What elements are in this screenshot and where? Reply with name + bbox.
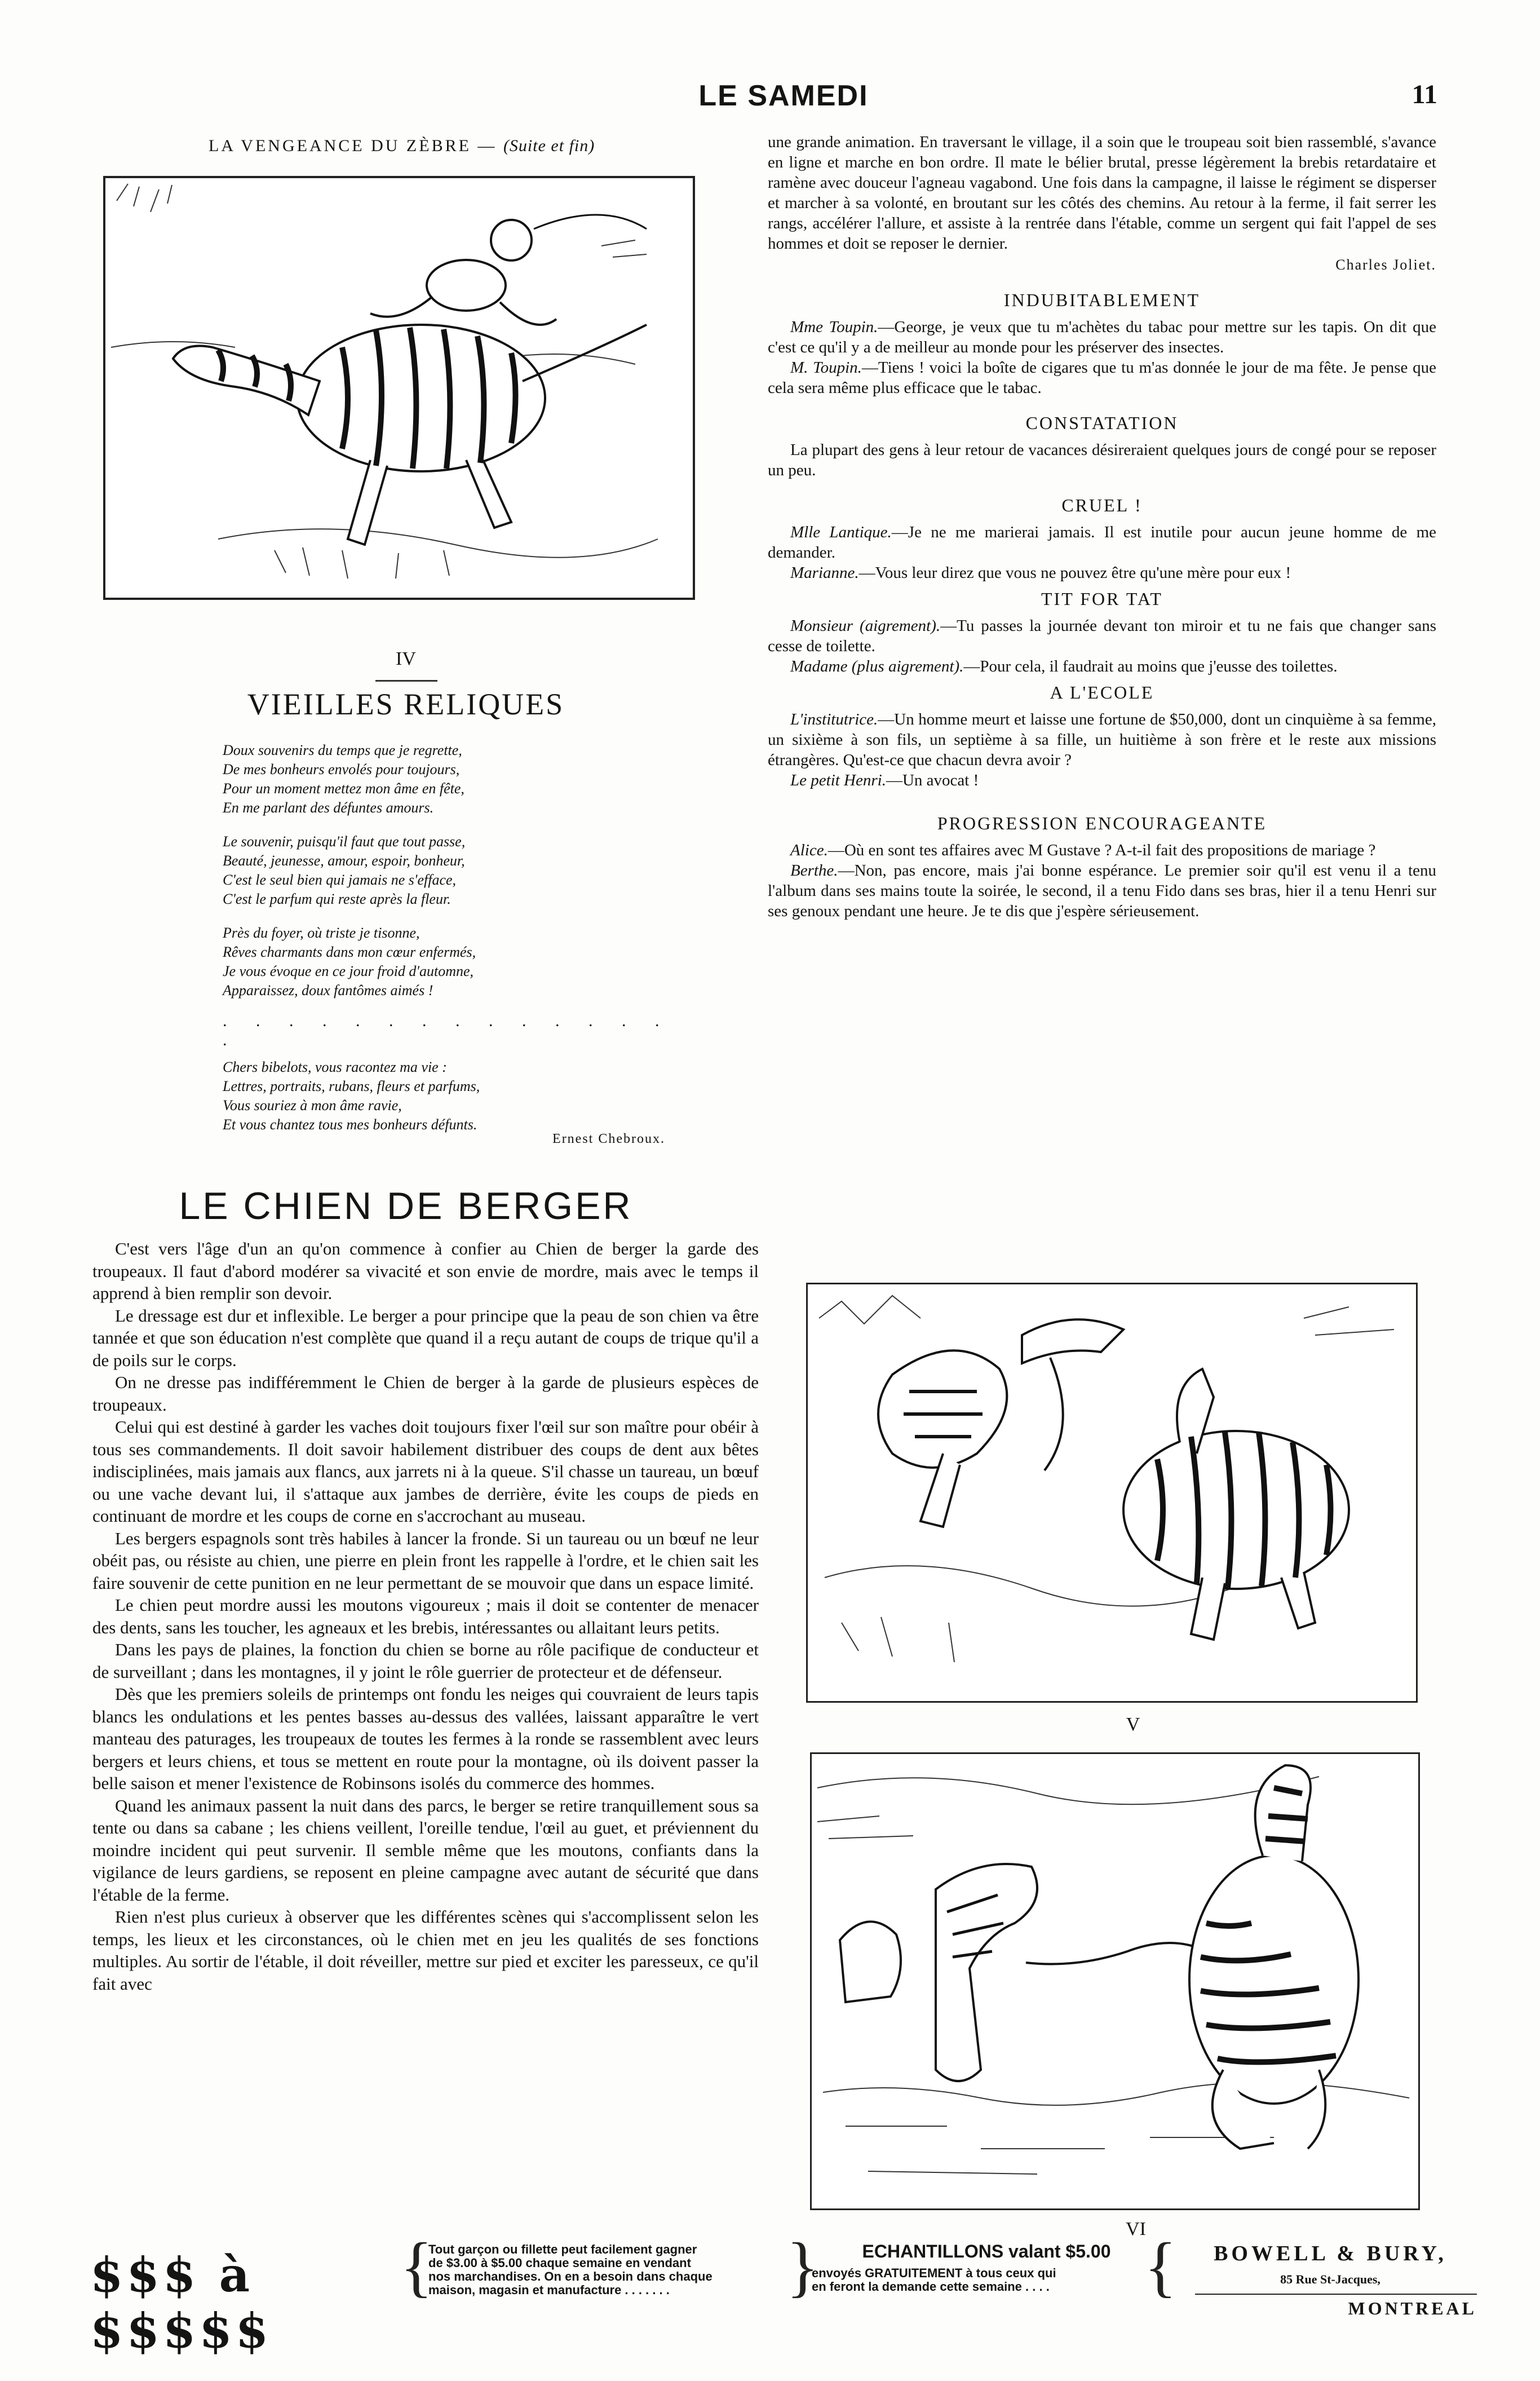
newspaper-title: LE SAMEDI xyxy=(698,79,869,112)
article-paragraph: Le dressage est dur et inflexible. Le berger a pour principe que la peau de son chien va être tannée et que son éducation n'est complète que quand il a reçu autant de coups de trique qu'il a de poils sur le corps. xyxy=(92,1305,759,1370)
article-paragraph: Les bergers espagnols sont très habiles à lancer la fronde. Si un taureau ou un bœuf ne leur obéit pas, ou résiste au chien, une pierre en plein front les rappelle à l'ordre, et le chien sait les faire souvenir de cette punition en ne leur permettant de se mouvoir que dans un espace limité. xyxy=(92,1528,759,1593)
dialogue-line: Le petit Henri.—Un avocat ! xyxy=(790,771,979,789)
article-title: LE CHIEN DE BERGER xyxy=(179,1185,633,1227)
article-paragraph: Dès que les premiers soleils de printemps ont fondu les neiges qui couvraient de leurs tapis blancs les ondulations et les pentes basses au-dessus des vallées, laissant apparaître le vert manteau des paturages, les troupeaux de toutes les fermes à la ronde se rassemblent avec leurs bergers et leurs chiens, et tous se mettent en route pour la montagne, où ils doivent passer la belle saison et mener l'existence de Robinsons isolés du commerce des hommes. xyxy=(92,1684,759,1793)
ad-company-address: 85 Rue St-Jacques, xyxy=(1280,2272,1380,2286)
section-title-a-lecole: A L'ECOLE xyxy=(1050,682,1154,703)
section-title-indubitablement: INDUBITABLEMENT xyxy=(1003,290,1201,310)
poem-title: VIEILLES RELIQUES xyxy=(247,687,565,721)
article-paragraph: Dans les pays de plaines, la fonction du chien se borne au rôle pacifique de conducteur et de surveillant ; dans les montagnes, il y joint le rôle guerrier de protecteur et de défenseur. xyxy=(92,1640,759,1682)
ad-brace-right-2: { xyxy=(1144,2229,1177,2304)
ad-brace-left: { xyxy=(400,2229,433,2304)
dialogue-line: Mme Toupin.—George, je veux que tu m'achètes du tabac pour mettre sur les tapis. On dit que c'est ce qu'il y a de meilleur au monde pour les préserver des insectes. xyxy=(768,318,1436,356)
page-number: 11 xyxy=(1411,79,1437,109)
comic-caption-title: LA VENGEANCE DU ZÈBRE — xyxy=(209,136,503,155)
constatation-text: La plupart des gens à leur retour de vacances désireraient quelques jours de congé pour se reposer un peu. xyxy=(768,441,1436,479)
ad-company-city: MONTREAL xyxy=(1195,2294,1477,2319)
poem-stanza: Le souvenir, puisqu'il faut que tout passe, Beauté, jeunesse, amour, espoir, bonheur, C'est le seul bien qui jamais ne s'efface, C'est le parfum qui reste après la fleur. xyxy=(223,833,466,907)
dialogue-line: Monsieur (aigrement).—Tu passes la journée devant ton miroir et tu ne fais que changer sans cesse de toilette. xyxy=(768,617,1436,655)
article-paragraph: On ne dresse pas indifféremment le Chien de berger à la garde de plusieurs espèces de troupeaux. xyxy=(92,1372,759,1415)
poem-stanza: Doux souvenirs du temps que je regrette, De mes bonheurs envolés pour toujours, Pour un moment mettez mon âme en fête, En me parlant des défuntes amours. xyxy=(223,742,464,816)
poem-body xyxy=(223,741,685,1149)
dialogue-line: Madame (plus aigrement).—Pour cela, il faudrait au moins que j'eusse des toilettes. xyxy=(790,657,1338,675)
article-paragraph: Quand les animaux passent la nuit dans des parcs, le berger se retire tranquillement sous sa tente ou dans sa cabane ; les chiens veillent, l'oreille tendue, l'œil au guet, et préviennent du moindre incident qui peut survenir. Il semble même que les moutons, confiants dans la vigilance de leurs gardiens, se reposent en pleine campagne avec autant de sécurité que dans l'étable de la ferme. xyxy=(92,1795,759,1905)
zebra-crocodile-handshake-illustration xyxy=(812,1754,1418,2208)
comic-panel-iv xyxy=(103,176,695,600)
section-title-tit-for-tat: TIT FOR TAT xyxy=(1041,589,1163,609)
article-body xyxy=(92,1238,759,1995)
section-title-constatation: CONSTATATION xyxy=(1025,413,1179,433)
ad-company-name: BOWELL & BURY, xyxy=(1214,2242,1447,2265)
comic-caption xyxy=(209,136,693,156)
dialogue-line: Berthe.—Non, pas encore, mais j'ai bonne espérance. Le premier soir qu'il est venu il a tenu l'album dans ses mains toute la soirée, le second, il a tenu Fido dans ses bras, hier il a tenu Henri sur ses genoux pendant une heure. Je te dis que j'espère sérieusement. xyxy=(768,862,1436,920)
dialogue-line: M. Toupin.—Tiens ! voici la boîte de cigares que tu m'as donnée le jour de ma fête. Je pense que cela sera même plus efficace que le tabac. xyxy=(768,359,1436,397)
ad-samples-title: ECHANTILLONS valant $5.00 xyxy=(862,2241,1111,2261)
section-divider xyxy=(375,680,437,682)
panel-vi-label: VI xyxy=(1126,2219,1146,2239)
zebra-crocodiles-illustration xyxy=(808,1284,1416,1701)
poem-author: Ernest Chebroux. xyxy=(552,1132,665,1146)
comic-caption-sub: (Suite et fin) xyxy=(503,136,595,155)
ad-dollars-headline: $$$ à $$$$$ xyxy=(90,2247,272,2358)
panel-iv-label: IV xyxy=(396,648,416,669)
section-title-cruel: CRUEL ! xyxy=(1061,495,1143,515)
article-continuation: une grande animation. En traversant le village, il a soin que le troupeau soit bien rassemblé, s'avance en ligne et marche en bon ordre. Il mate le bélier brutal, presse légèrement la brebis retardataire et ramène avec douceur l'agneau vagabond. Une fois dans la campagne, il laisse le régiment se disperser et marcher à sa volonté, en broutant sur les côtés des chemins. Au retour à la ferme, il fait serrer les rangs, accélérer l'allure, et assiste à la rentrée dans l'étable, comme un sergent qui fait l'appel de ses hommes et doit se reposer le dernier. xyxy=(768,133,1436,253)
article-paragraph: Rien n'est plus curieux à observer que les différentes scènes qui s'accomplissent selon les temps, les lieux et les circonstances, où le chien met en jeu les qualités de ses fonctions multiples. Au sortir de l'étable, il doit réveiller, mettre sur pied et exciter les paresseux, ce qu'il fait avec xyxy=(92,1907,759,1994)
continuation-author: Charles Joliet. xyxy=(1335,257,1436,273)
ad-offer-text: Tout garçon ou fillette peut facilement gagner de $3.00 à $5.00 chaque semaine en vendant nos marchandises. On en a besoin dans chaque maison, magasin et manufacture . . . . . . . xyxy=(428,2242,713,2297)
section-title-progression: PROGRESSION ENCOURAGEANTE xyxy=(937,813,1267,833)
zebra-monkey-illustration xyxy=(105,178,693,598)
panel-v-label: V xyxy=(1126,1714,1140,1735)
poem-ellipsis: . . . . . . . . . . . . . . . xyxy=(223,1011,672,1049)
dialogue-line: L'institutrice.—Un homme meurt et laisse une fortune de $50,000, dont un cinquième à sa femme, un sixième à son fils, un septième à sa fille, un huitième à son frère et le reste aux missions étrangères. Qu'est-ce que chacun devra avoir ? xyxy=(768,710,1436,769)
poem-stanza: Chers bibelots, vous racontez ma vie : Lettres, portraits, rubans, fleurs et parfums, Vous souriez à mon âme ravie, Et vous chantez tous mes bonheurs défunts. xyxy=(223,1059,480,1133)
article-paragraph: Le chien peut mordre aussi les moutons vigoureux ; mais il doit se contenter de menacer des dents, sans les toucher, les agneaux et les brebis, intéressantes ou allaitant leurs petits. xyxy=(92,1595,759,1637)
dialogue-line: Mlle Lantique.—Je ne me marierai jamais. Il est inutile pour aucun jeune homme de me demander. xyxy=(768,523,1436,562)
dialogue-line: Marianne.—Vous leur direz que vous ne pouvez être qu'une mère pour eux ! xyxy=(790,564,1291,582)
ad-brace-right: } xyxy=(786,2229,819,2304)
article-paragraph: C'est vers l'âge d'un an qu'on commence à confier au Chien de berger la garde des troupeaux. Il faut d'abord modérer sa vivacité et son envie de mordre, mais avec le temps il apprend à bien remplir son devoir. xyxy=(92,1239,759,1303)
right-column-text xyxy=(768,132,1436,921)
poem-stanza: Près du foyer, où triste je tisonne, Rêves charmants dans mon cœur enfermés, Je vous évoque en ce jour froid d'automne, Apparaissez, doux fantômes aimés ! xyxy=(223,925,476,999)
comic-panel-v xyxy=(806,1283,1418,1703)
article-paragraph: Celui qui est destiné à garder les vaches doit toujours fixer l'œil sur son maître pour obéir à tous ses commandements. Il doit savoir habilement distribuer des coups de dent aux bêtes indisciplinées, mais jamais aux flancs, aux jarrets ni à la queue. S'il chasse un taureau, un bœuf ou une vache devant lui, il s'attaque aux jambes de derrière, évite les coups de pieds en continuant de mordre et les coups de corne en s'accrochant au museau. xyxy=(92,1417,759,1526)
ad-samples-text: envoyés GRATUITEMENT à tous ceux qui en feront la demande cette semaine . . . . xyxy=(812,2266,1056,2294)
comic-panel-vi xyxy=(810,1752,1420,2210)
dialogue-line: Alice.—Où en sont tes affaires avec M Gustave ? A-t-il fait des propositions de mariage ? xyxy=(790,841,1376,859)
